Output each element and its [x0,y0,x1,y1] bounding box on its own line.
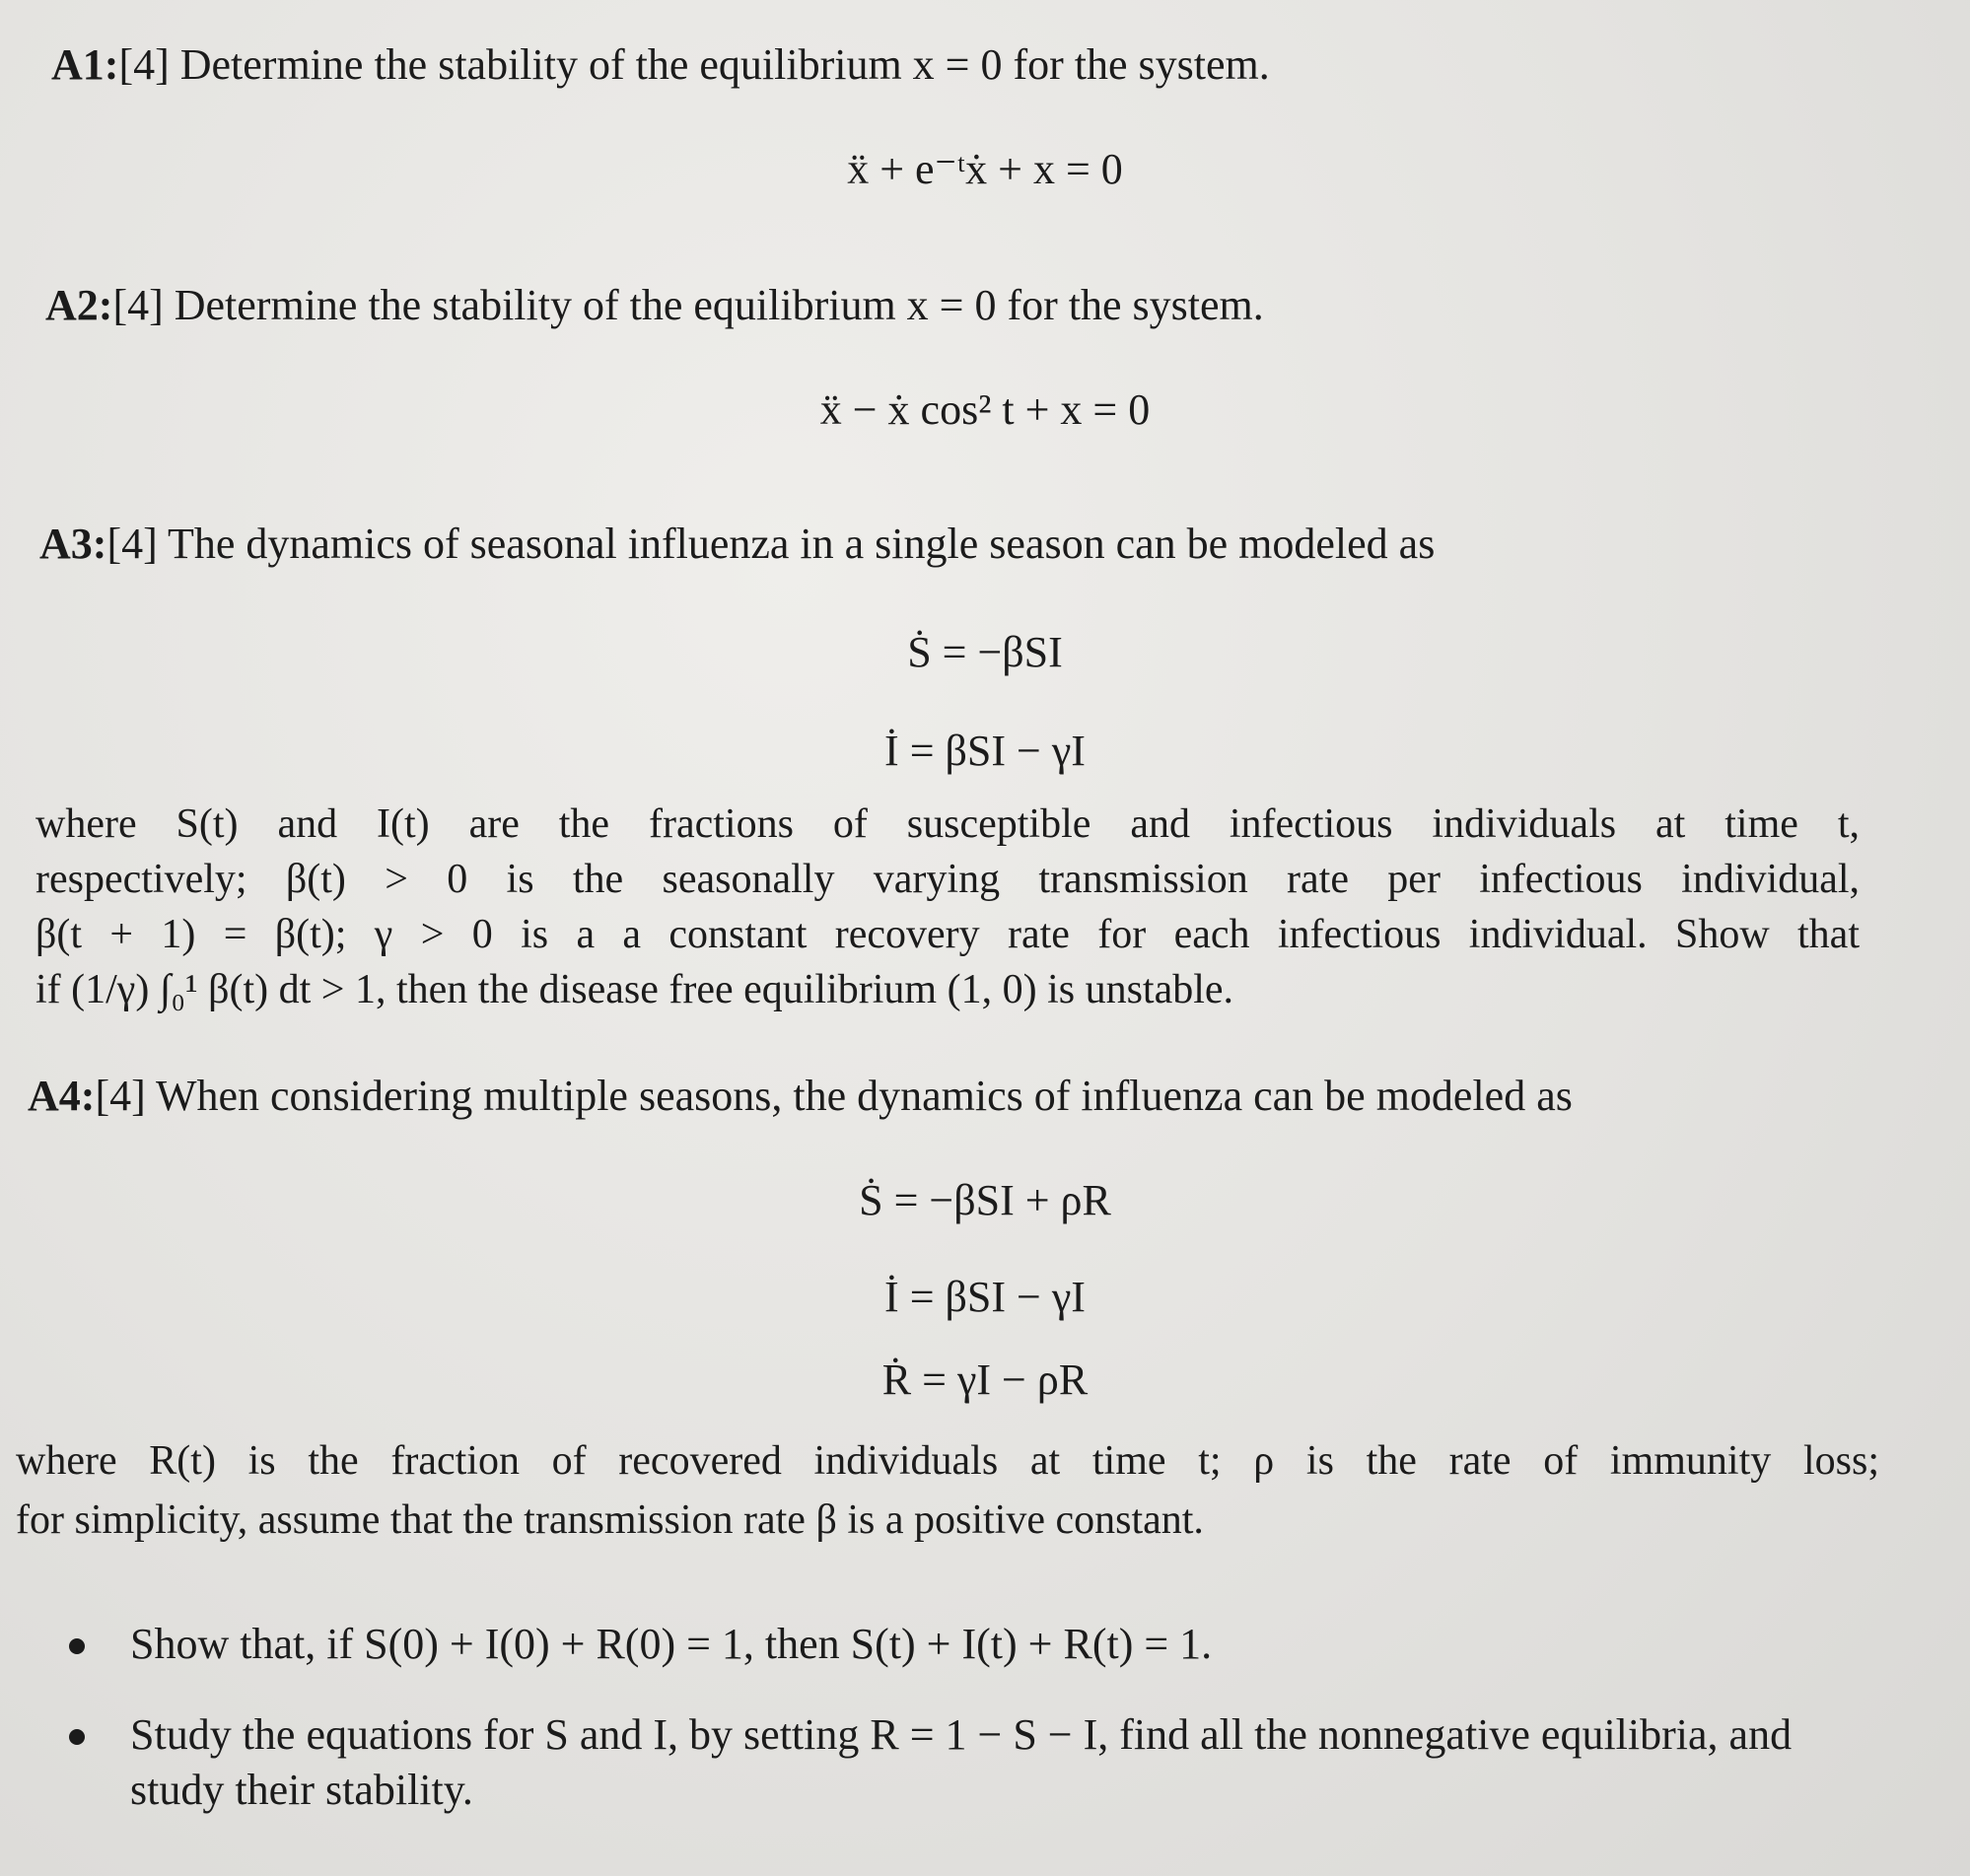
problem-a2-text: Determine the stability of the equilibrium x = 0 for the system. [174,281,1264,329]
problem-a3-line-2: respectively; β(t) > 0 is the seasonally varying transmission rate per infectious individual, [35,857,1860,902]
problem-a4-bullet-1: Show that, if S(0) + I(0) + R(0) = 1, then S(t) + I(t) + R(t) = 1. [59,1617,1873,1672]
problem-a3-text: The dynamics of seasonal influenza in a single season can be modeled as [167,520,1436,568]
problem-a3-equation-i: İ = βSI − γI [884,727,1086,775]
problem-a2-points: [4] [112,281,164,329]
problem-a3-label: A3: [39,520,107,568]
problem-a1-heading [51,39,1270,92]
problem-a3-line-4: if (1/γ) ∫₀¹ β(t) dt > 1, then the disease free equilibrium (1, 0) is unstable. [35,967,1234,1012]
problem-a4-equation-r: Ṙ = γI − ρR [881,1355,1089,1404]
problem-a3-paragraph [35,797,1860,1017]
problem-a4-line-2: for simplicity, assume that the transmission rate β is a positive constant. [16,1497,1204,1543]
problem-a4-line-1: where R(t) is the fraction of recovered individuals at time t; ρ is the rate of immunity loss; [16,1438,1879,1484]
problem-a2-label: A2: [45,281,113,329]
problem-a2-heading [45,280,1264,332]
problem-a1-equation: ẍ + e⁻ᵗẋ + x = 0 [847,145,1123,193]
problem-a3-points: [4] [106,520,158,568]
problem-a1-text: Determine the stability of the equilibrium x = 0 for the system. [179,40,1270,89]
problem-a4-text: When considering multiple seasons, the dynamics of influenza can be modeled as [155,1072,1573,1120]
problem-a4-bullet-2: Study the equations for S and I, by setting R = 1 − S − I, find all the nonnegative equilibria, and study their stability. [59,1707,1873,1818]
problem-a3-line-3: β(t + 1) = β(t); γ > 0 is a a constant recovery rate for each infectious individual. Show that [35,912,1860,957]
problem-a3-equation-s: Ṡ = −βSI [907,628,1063,676]
problem-a2-equation: ẍ − ẋ cos² t + x = 0 [819,385,1151,434]
problem-a4-bullet-list [59,1617,1873,1853]
problem-a4-equation-s: Ṡ = −βSI + ρR [859,1176,1111,1224]
problem-a1-points: [4] [118,40,170,89]
problem-a4-heading [28,1071,1573,1123]
problem-a4-paragraph [16,1431,1879,1550]
problem-a3-heading [39,519,1435,571]
problem-a4-equation-i: İ = βSI − γI [884,1273,1086,1321]
problem-a3-line-1: where S(t) and I(t) are the fractions of susceptible and infectious individuals at time t, [35,801,1860,847]
problem-a1-label: A1: [51,40,119,89]
problem-a4-label: A4: [28,1072,96,1120]
problem-a4-points: [4] [95,1072,146,1120]
